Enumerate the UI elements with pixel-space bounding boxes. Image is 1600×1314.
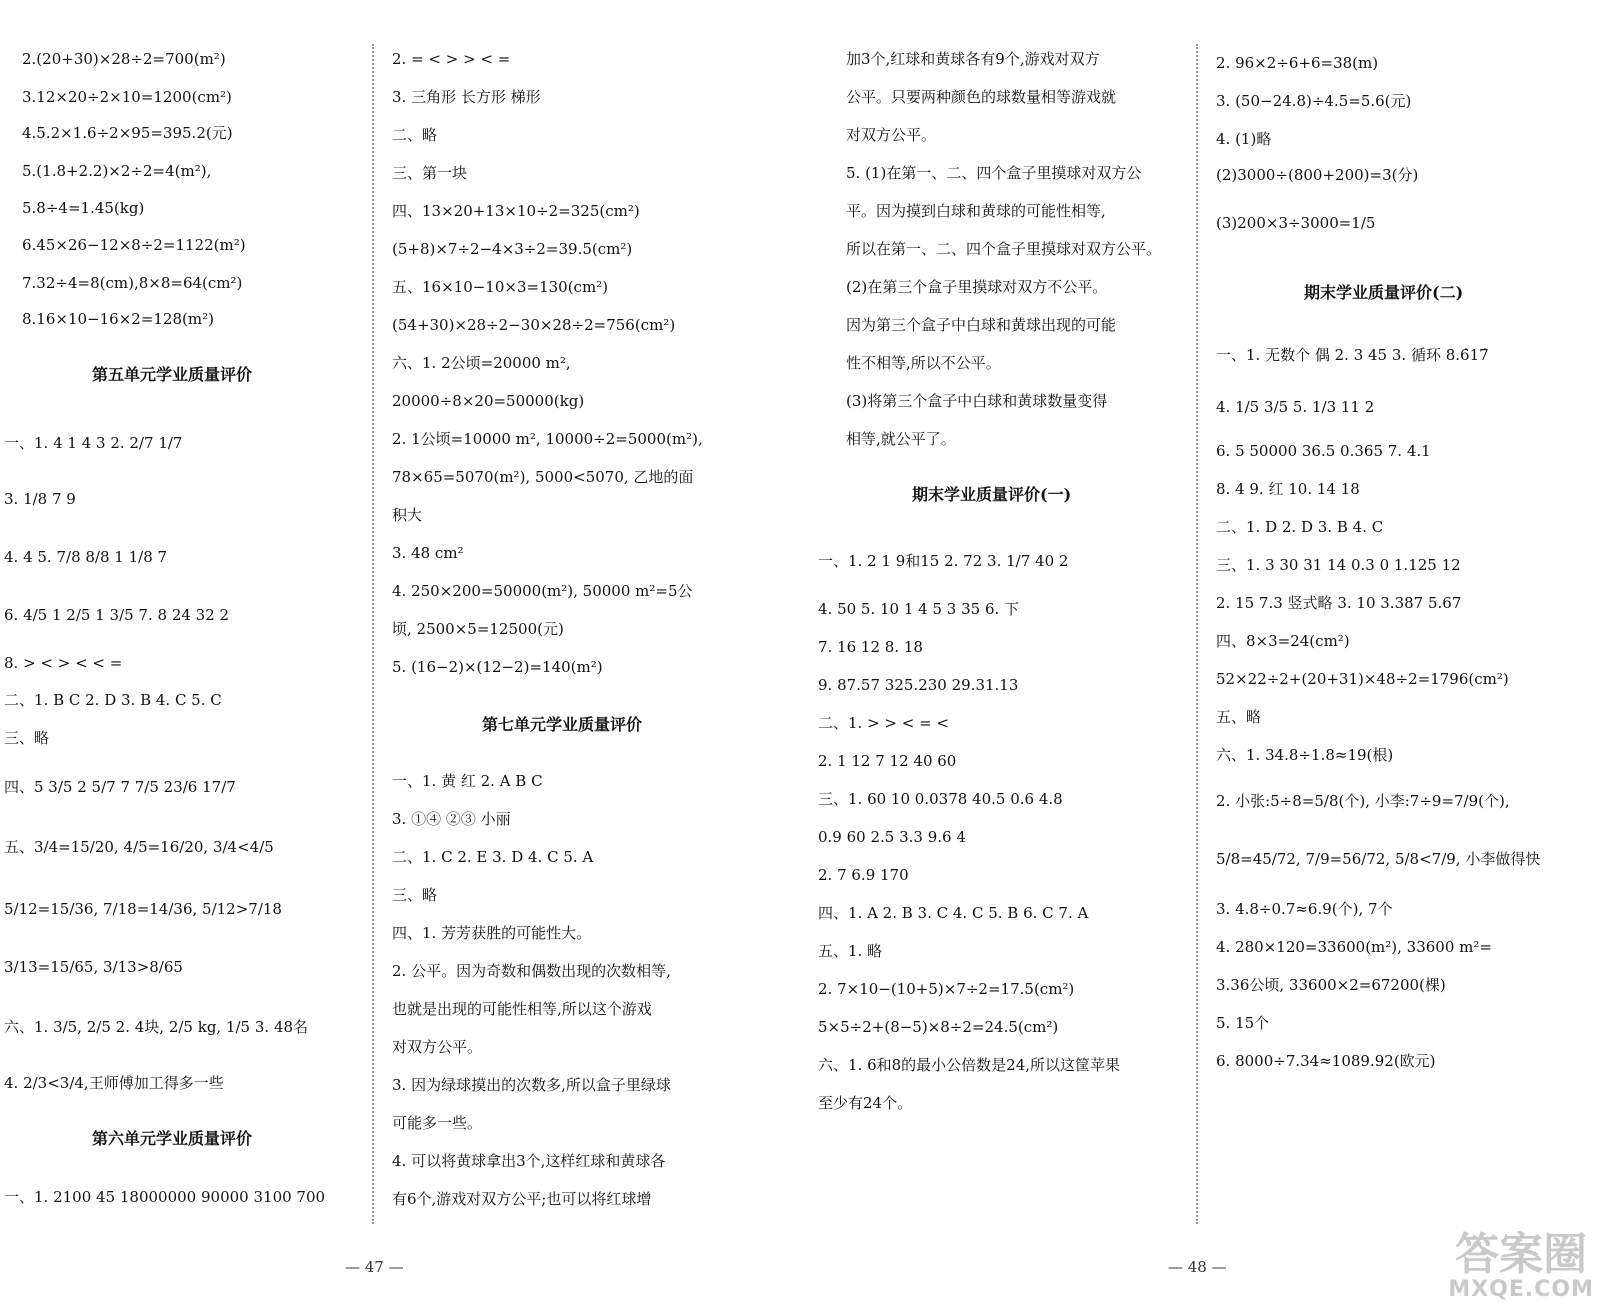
answer-line: 6.45×26−12×8÷2=1122(m²) (22, 236, 246, 254)
answer-line: 三、略 (392, 886, 438, 904)
answer-line: 5/12=15/36, 7/18=14/36, 5/12>7/18 (4, 900, 282, 918)
answer-line: 3.36公顷, 33600×2=67200(棵) (1216, 976, 1446, 994)
section-heading: 第六单元学业质量评价 (92, 1129, 253, 1148)
answer-line: 3. 因为绿球摸出的次数多,所以盒子里绿球 (392, 1076, 671, 1094)
watermark-url: MXQE.COM (1448, 1277, 1594, 1302)
answer-line: 3. ①④ ②③ 小丽 (392, 810, 511, 828)
answer-line: 4. 2/3<3/4,王师傅加工得多一些 (4, 1074, 224, 1092)
answer-line: 3. 48 cm² (392, 544, 464, 562)
answer-line: 8. > < > < < = (4, 654, 123, 672)
answer-line: (3)将第三个盒子中白球和黄球数量变得 (846, 392, 1108, 410)
answer-line: 也就是出现的可能性相等,所以这个游戏 (392, 1000, 652, 1018)
answer-line: 五、略 (1216, 708, 1262, 726)
answer-line: 四、8×3=24(cm²) (1216, 632, 1350, 650)
answer-line: 一、1. 无数个 偶 2. 3 45 3. 循环 8.6̇17̇ (1216, 346, 1489, 364)
answer-line: 5. (1)在第一、二、四个盒子里摸球对双方公 (846, 164, 1142, 182)
answer-line: 2. 公平。因为奇数和偶数出现的次数相等, (392, 962, 671, 980)
answer-line: 6. 8000÷7.34≈1089.92(欧元) (1216, 1052, 1436, 1070)
answer-line: 三、1. 60 10 0.0378 40.5 0.6 4.8 (818, 790, 1063, 808)
answer-line: 52×22÷2+(20+31)×48÷2=1796(cm²) (1216, 670, 1509, 688)
answer-line: 顷, 2500×5=12500(元) (392, 620, 564, 638)
answer-line: 二、略 (392, 126, 438, 144)
section-heading: 期末学业质量评价(一) (912, 485, 1072, 504)
answer-line: 六、1. 6和8的最小公倍数是24,所以这筐苹果 (818, 1056, 1121, 1074)
answer-line: 四、1. 芳芳获胜的可能性大。 (392, 924, 592, 942)
answer-line: 5.8÷4=1.45(kg) (22, 199, 145, 217)
answer-line: 8. 4 9. 红 10. 14 18 (1216, 480, 1360, 498)
answer-line: 3. 三角形 长方形 梯形 (392, 88, 541, 106)
answer-line: 二、1. > > < = < (818, 714, 949, 732)
answer-line: (3)200×3÷3000=1/5 (1216, 214, 1376, 232)
answer-line: 2. 1公顷=10000 m², 10000÷2=5000(m²), (392, 430, 703, 448)
answer-line: 四、13×20+13×10÷2=325(cm²) (392, 202, 640, 220)
answer-line: 5/8=45/72, 7/9=56/72, 5/8<7/9, 小李做得快 (1216, 850, 1541, 868)
answer-line: 20000÷8×20=50000(kg) (392, 392, 585, 410)
answer-line: 平。因为摸到白球和黄球的可能性相等, (846, 202, 1106, 220)
answer-line: 六、1. 3/5, 2/5 2. 4块, 2/5 kg, 1/5 3. 48名 (4, 1018, 309, 1036)
answer-line: 5×5÷2+(8−5)×8÷2=24.5(cm²) (818, 1018, 1059, 1036)
answer-line: 2. 7×10−(10+5)×7÷2=17.5(cm²) (818, 980, 1075, 998)
answer-line: 四、5 3/5 2 5/7 7 7/5 23/6 17/7 (4, 778, 236, 796)
answer-line: 2.(20+30)×28÷2=700(m²) (22, 50, 226, 68)
answer-line: 5. 15个 (1216, 1014, 1270, 1032)
answer-line: (2)3000÷(800+200)=3(分) (1216, 166, 1419, 184)
answer-line: 五、16×10−10×3=130(cm²) (392, 278, 609, 296)
answer-line: 加3个,红球和黄球各有9个,游戏对双方 (846, 50, 1100, 68)
answer-line: 9. 87.57 325.230 29.31.13 (818, 676, 1019, 694)
answer-line: 有6个,游戏对双方公平;也可以将红球增 (392, 1190, 652, 1208)
answer-line: 至少有24个。 (818, 1094, 913, 1112)
answer-line: 相等,就公平了。 (846, 430, 956, 448)
answer-line: 2. 1 12 7 12 40 60 (818, 752, 957, 770)
answer-line: 4. 1/5 3/5 5. 1/3 11 2 (1216, 398, 1375, 416)
answer-line: 2. 小张:5÷8=5/8(个), 小李:7÷9=7/9(个), (1216, 792, 1510, 810)
answer-line: 7. 16 12 8. 18 (818, 638, 923, 656)
answer-line: 8.16×10−16×2=128(m²) (22, 310, 214, 328)
answer-line: 2. 15 7.3 竖式略 3. 10 3.387 5.67 (1216, 594, 1462, 612)
answer-line: 2. = < > > < = (392, 50, 511, 68)
page-number-left: — 47 — (345, 1258, 404, 1276)
answer-line: 2. 96×2÷6+6=38(m) (1216, 54, 1379, 72)
answer-line: 二、1. C 2. E 3. D 4. C 5. A (392, 848, 594, 866)
answer-line: 3.12×20÷2×10=1200(cm²) (22, 88, 232, 106)
answer-line: 一、1. 2100 45 18000000 90000 3100 700 (4, 1188, 326, 1206)
answer-line: 公平。只要两种颜色的球数量相等游戏就 (846, 88, 1117, 106)
answer-line: 4. 可以将黄球拿出3个,这样红球和黄球各 (392, 1152, 666, 1170)
answer-line: 5. (16−2)×(12−2)=140(m²) (392, 658, 603, 676)
answer-line: 可能多一些。 (392, 1114, 483, 1132)
answer-line: (2)在第三个盒子里摸球对双方不公平。 (846, 278, 1108, 296)
watermark-text: 答案圈 (1455, 1229, 1588, 1280)
column-separator (1196, 44, 1198, 1224)
answer-line: 所以在第一、二、四个盒子里摸球对双方公平。 (846, 240, 1162, 258)
section-heading: 第五单元学业质量评价 (92, 365, 253, 384)
answer-line: 5.(1.8+2.2)×2÷2=4(m²), (22, 162, 212, 180)
answer-line: 三、略 (4, 729, 50, 747)
answer-line: 性不相等,所以不公平。 (846, 354, 1001, 372)
column-separator (372, 44, 374, 1224)
answer-line: 六、1. 34.8÷1.8≈19(根) (1216, 746, 1394, 764)
answer-line: 一、1. 4 1 4 3 2. 2/7 1/7 (4, 434, 183, 452)
answer-line: 一、1. 2 1 9和15 2. 72 3. 1/7 40 2 (818, 552, 1069, 570)
answer-line: 6. 4/5 1 2/5 1 3/5 7. 8 24 32 2 (4, 606, 230, 624)
answer-line: 7.32÷4=8(cm),8×8=64(cm²) (22, 274, 243, 292)
answer-line: 3. 4.8÷0.7≈6.9(个), 7个 (1216, 900, 1393, 918)
answer-line: 积大 (392, 506, 423, 524)
answer-line: 0.9 60 2.5 3.3 9.6 4 (818, 828, 966, 846)
answer-line: 五、3/4=15/20, 4/5=16/20, 3/4<4/5 (4, 838, 274, 856)
answer-line: (54+30)×28÷2−30×28÷2=756(cm²) (392, 316, 676, 334)
section-heading: 期末学业质量评价(二) (1304, 283, 1464, 302)
answer-line: 4. (1)略 (1216, 130, 1272, 148)
answer-line: 3/13=15/65, 3/13>8/65 (4, 958, 183, 976)
watermark-logo (1448, 1229, 1594, 1302)
answer-line: 78×65=5070(m²), 5000<5070, 乙地的面 (392, 468, 694, 486)
answer-line: 4. 250×200=50000(m²), 50000 m²=5公 (392, 582, 693, 600)
answer-line: 二、1. D 2. D 3. B 4. C (1216, 518, 1384, 536)
section-heading: 第七单元学业质量评价 (482, 715, 643, 734)
answer-line: 4. 50 5. 10 1 4 5 3 35 6. 下 (818, 600, 1020, 618)
answer-line: 四、1. A 2. B 3. C 4. C 5. B 6. C 7. A (818, 904, 1089, 922)
answer-line: 6. 5 50000 36.5 0.365 7. 4.1 (1216, 442, 1431, 460)
answer-line: 3. (50−24.8)÷4.5=5.6(元) (1216, 92, 1412, 110)
answer-line: 因为第三个盒子中白球和黄球出现的可能 (846, 316, 1117, 334)
answer-line: 三、第一块 (392, 164, 468, 182)
answer-line: (5+8)×7÷2−4×3÷2=39.5(cm²) (392, 240, 633, 258)
answer-line: 4.5.2×1.6÷2×95=395.2(元) (22, 124, 233, 142)
answer-line: 4. 4 5. 7/8 8/8 1 1/8 7 (4, 548, 168, 566)
answer-line: 对双方公平。 (846, 126, 937, 144)
answer-line: 4. 280×120=33600(m²), 33600 m²= (1216, 938, 1492, 956)
answer-line: 对双方公平。 (392, 1038, 483, 1056)
answer-line: 一、1. 黄 红 2. A B C (392, 772, 543, 790)
answer-line: 六、1. 2公顷=20000 m², (392, 354, 571, 372)
answer-line: 3. 1/8 7 9 (4, 490, 76, 508)
answer-line: 三、1. 3 30 31 14 0.3 0 1.125 12 (1216, 556, 1461, 574)
answer-line: 二、1. B C 2. D 3. B 4. C 5. C (4, 691, 222, 709)
answer-line: 2. 7 6.9 170 (818, 866, 909, 884)
answer-line: 五、1. 略 (818, 942, 883, 960)
page-number-right: — 48 — (1168, 1258, 1227, 1276)
